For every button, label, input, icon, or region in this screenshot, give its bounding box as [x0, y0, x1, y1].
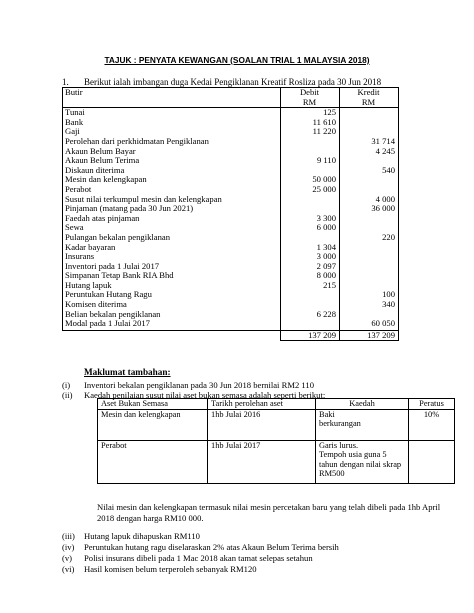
asset-row [98, 409, 455, 440]
row-debit: 6 228 [281, 310, 340, 320]
page-title: TAJUK : PENYATA KEWANGAN (SOALAN TRIAL 1 MALAYSIA 2018) [104, 55, 370, 65]
row-item: Mesin dan kelengkapan [63, 175, 281, 185]
row-credit: 340 [340, 300, 399, 310]
row-debit: 6 000 [281, 223, 340, 233]
row-credit: 60 050 [340, 319, 399, 330]
row-item: Bank [63, 118, 281, 128]
row-debit: 3 000 [281, 252, 340, 262]
row-debit: 215 [281, 281, 340, 291]
row-credit: 220 [340, 233, 399, 243]
row-item: Kadar bayaran [63, 243, 281, 253]
row-credit [340, 175, 399, 185]
info-ii-text: Kaedah penilaian susut nilai aset bukan semasa adalah seperti berikut: [84, 390, 326, 400]
trial-balance-row [63, 319, 399, 330]
trial-balance-row [63, 118, 399, 128]
row-item: Perabot [63, 185, 281, 195]
row-debit: 11 220 [281, 127, 340, 137]
question-number: 1. [62, 77, 69, 87]
asset-name: Perabot [98, 440, 208, 483]
row-debit [281, 195, 340, 205]
total-credit: 137 209 [340, 330, 399, 341]
trial-balance-totals [63, 330, 399, 341]
row-debit: 3 300 [281, 214, 340, 224]
info-ii-number: (ii) [62, 390, 73, 400]
row-item: Diskaun diterima [63, 166, 281, 176]
info-iv-number: (iv) [62, 542, 75, 552]
info-i-text: Inventori bekalan pengiklanan pada 30 Jun 2018 bernilai RM2 110 [84, 380, 314, 390]
row-item: Sewa [63, 223, 281, 233]
row-item: Tunai [63, 108, 281, 118]
row-credit [340, 243, 399, 253]
asset-method: Garis lurus. Tempoh usia guna 5 tahun dengan nilai skrap RM500 [316, 440, 409, 483]
row-debit: 8 000 [281, 271, 340, 281]
row-item: Modal pada 1 Julai 2017 [63, 319, 281, 330]
row-debit [281, 137, 340, 147]
row-item: Inventori pada 1 Julai 2017 [63, 262, 281, 272]
row-credit [340, 262, 399, 272]
info-i-number: (i) [62, 380, 71, 390]
additional-info-heading: Maklumat tambahan: [84, 367, 171, 377]
asset-name: Mesin dan kelengkapan [98, 409, 208, 440]
row-credit [340, 214, 399, 224]
row-debit: 11 610 [281, 118, 340, 128]
row-debit: 9 110 [281, 156, 340, 166]
row-item: Akaun Belum Terima [63, 156, 281, 166]
row-debit: 2 097 [281, 262, 340, 272]
info-v-text: Polisi insurans dibeli pada 1 Mac 2018 akan tamat selepas setahun [84, 553, 313, 563]
trial-balance-header [63, 88, 399, 108]
asset-header-method: Kaedah [316, 399, 409, 410]
row-credit: 36 000 [340, 204, 399, 214]
row-item: Faedah atas pinjaman [63, 214, 281, 224]
row-debit: 25 000 [281, 185, 340, 195]
row-item: Belian bekalan pengiklanan [63, 310, 281, 320]
header-item: Butir [63, 88, 281, 108]
trial-balance-row [63, 271, 399, 281]
totals-spacer [63, 330, 281, 341]
row-item: Simpanan Tetap Bank RIA Bhd [63, 271, 281, 281]
trial-balance-table [62, 87, 399, 341]
row-credit: 4 000 [340, 195, 399, 205]
row-debit [281, 319, 340, 330]
trial-balance-row [63, 243, 399, 253]
asset-depreciation-table [97, 398, 455, 484]
asset-rate: 10% [409, 409, 455, 440]
row-item: Komisen diterima [63, 300, 281, 310]
row-debit [281, 290, 340, 300]
row-debit: 125 [281, 108, 340, 118]
row-credit: 540 [340, 166, 399, 176]
row-item: Susut nilai terkumpul mesin dan kelengkapan [63, 195, 281, 205]
row-item: Pulangan bekalan pengiklanan [63, 233, 281, 243]
info-vi-text: Hasil komisen belum terperoleh sebanyak RM120 [84, 564, 257, 574]
asset-table-header [98, 399, 455, 410]
machine-value-note: Nilai mesin dan kelengkapan termasuk nilai mesin percetakan baru yang telah dibeli pada 1hb April 2018 dengan harga RM10 000. [97, 502, 441, 523]
asset-method: Baki berkurangan [316, 409, 409, 440]
row-item: Insurans [63, 252, 281, 262]
row-item: Hutang lapuk [63, 281, 281, 291]
row-item: Akaun Belum Bayar [63, 147, 281, 157]
asset-date: 1hb Julai 2016 [208, 409, 316, 440]
row-item: Gaji [63, 127, 281, 137]
asset-header-asset: Aset Bukan Semasa [98, 399, 208, 410]
info-iv-text: Peruntukan hutang ragu diselaraskan 2% atas Akaun Belum Terima bersih [84, 542, 339, 552]
trial-balance-row [63, 175, 399, 185]
row-credit [340, 118, 399, 128]
trial-balance-row [63, 214, 399, 224]
asset-row [98, 440, 455, 483]
row-item: Peruntukan Hutang Ragu [63, 290, 281, 300]
asset-rate [409, 440, 455, 483]
row-item: Perolehan dari perkhidmatan Pengiklanan [63, 137, 281, 147]
trial-balance-row [63, 108, 399, 118]
row-credit [340, 271, 399, 281]
row-credit: 31 714 [340, 137, 399, 147]
asset-header-date: Tarikh perolehan aset [208, 399, 316, 410]
info-iii-number: (iii) [62, 531, 75, 541]
header-debit: Debit RM [281, 88, 340, 108]
row-credit: 100 [340, 290, 399, 300]
question-text: Berikut ialah imbangan duga Kedai Pengiklanan Kreatif Rosliza pada 30 Jun 2018 [84, 77, 382, 87]
row-debit: 50 000 [281, 175, 340, 185]
asset-header-rate: Peratus [409, 399, 455, 410]
asset-date: 1hb Julai 2017 [208, 440, 316, 483]
row-item: Pinjaman (matang pada 30 Jun 2021) [63, 204, 281, 214]
total-debit: 137 209 [281, 330, 340, 341]
header-credit: Kredit RM [340, 88, 399, 108]
info-iii-text: Hutang lapuk dihapuskan RM110 [84, 531, 200, 541]
row-credit [340, 252, 399, 262]
row-debit: 1 304 [281, 243, 340, 253]
row-credit: 4 245 [340, 147, 399, 157]
info-vi-number: (vi) [62, 564, 75, 574]
info-v-number: (v) [62, 553, 73, 563]
row-credit [340, 108, 399, 118]
